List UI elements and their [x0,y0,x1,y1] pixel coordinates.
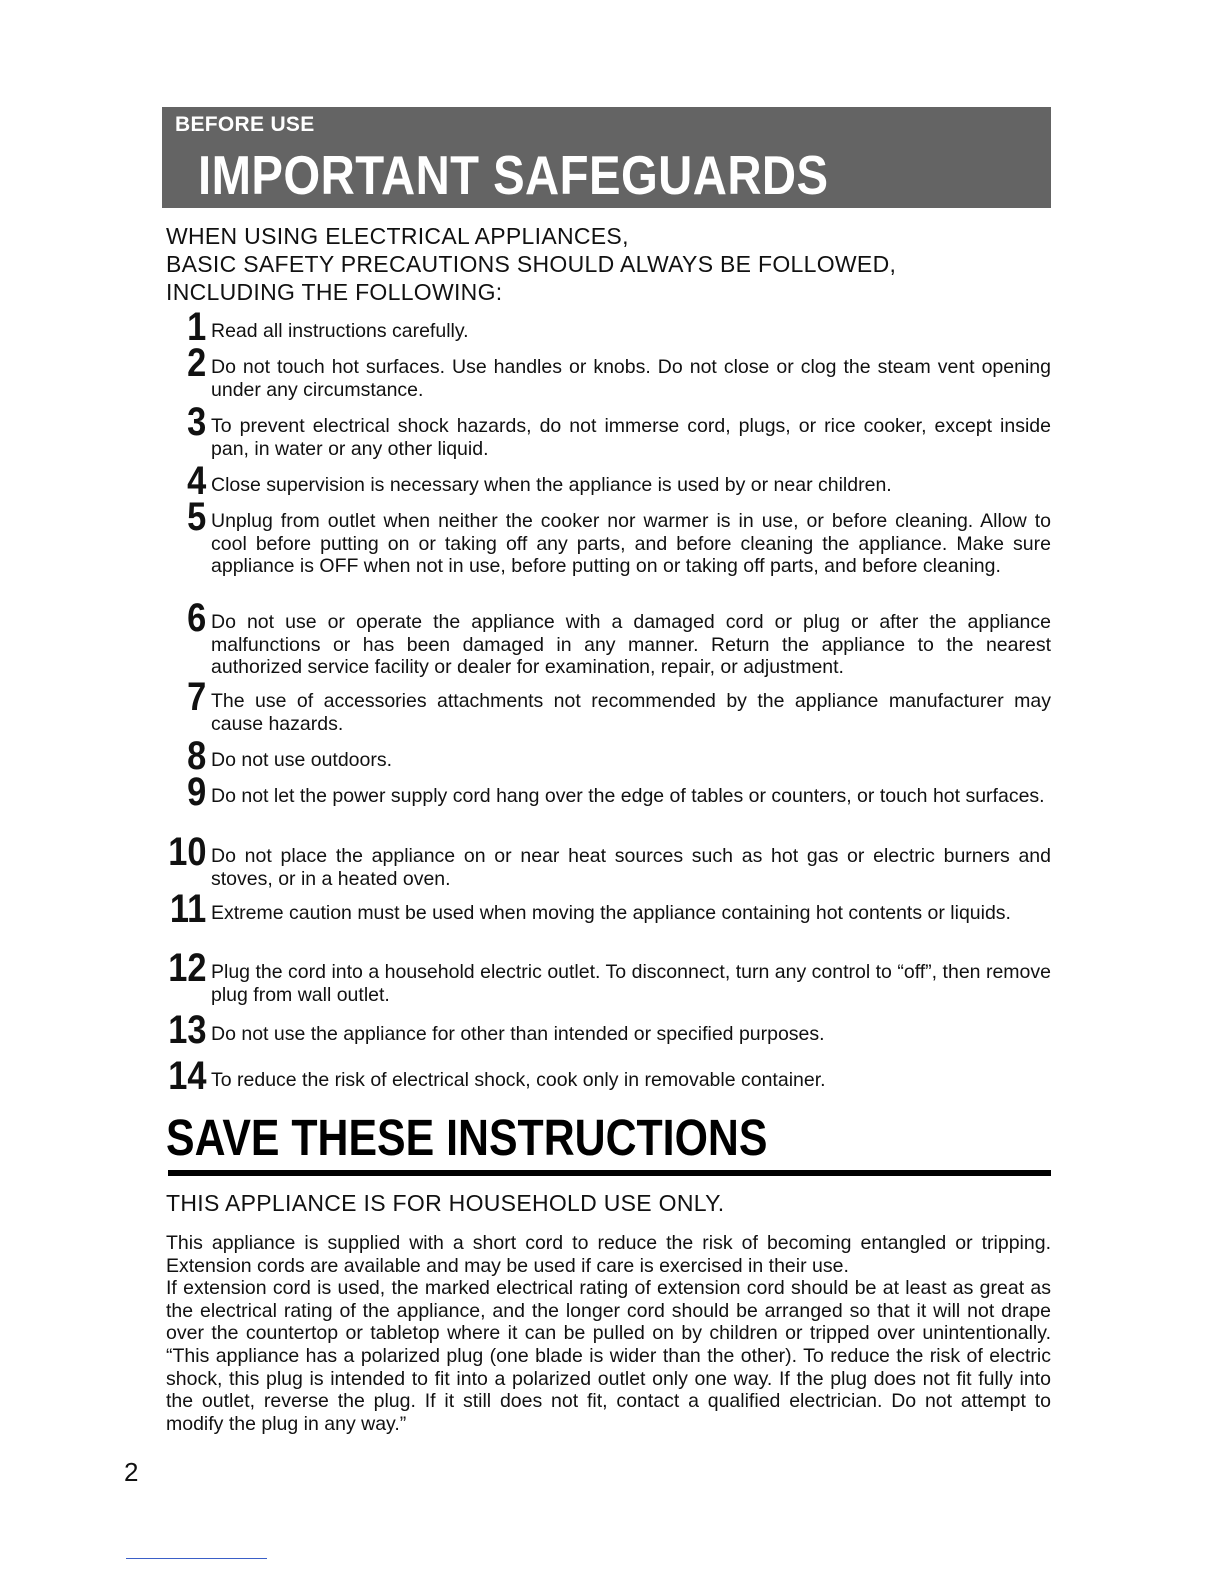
item-number: 1 [186,305,206,349]
item-number: 5 [186,495,206,539]
intro-line-2: BASIC SAFETY PRECAUTIONS SHOULD ALWAYS BE FOLLOWED, [166,251,897,277]
header-band [162,107,1051,208]
item-text: Do not use outdoors. [211,749,393,771]
item-number: 8 [186,734,206,778]
item-text: Do not use the appliance for other than intended or specified purposes. [211,1023,825,1045]
item-text: Close supervision is necessary when the appliance is used by or near children. [211,474,892,496]
item-text: Unplug from outlet when neither the cooker nor warmer is in use, or before cleaning. Allow to cool before putting on or taking off any parts, and before cleaning the appliance. Make sure appliance is OFF when not in use, before putting on or taking off parts, and before cleaning. [211,510,1051,577]
item-number: 11 [169,887,206,931]
page-title: IMPORTANT SAFEGUARDS [198,144,829,206]
item-number: 6 [186,596,206,640]
divider [168,1170,1051,1176]
item-number: 9 [186,770,206,814]
intro-line-1: WHEN USING ELECTRICAL APPLIANCES, [166,223,629,249]
item-text: Read all instructions carefully. [211,320,469,342]
intro-line-3: INCLUDING THE FOLLOWING: [166,279,503,305]
item-number: 3 [186,400,206,444]
page-number: 2 [124,1457,139,1487]
item-number: 12 [167,946,206,990]
item-text: The use of accessories attachments not recommended by the appliance manufacturer may cause hazards. [211,690,1051,735]
item-number: 7 [186,675,206,719]
cord-paragraph-text-2: If extension cord is used, the marked electrical rating of extension cord should be at least as great as the electrical rating of the appliance, and the longer cord should be arranged so that it will not drape over the countertop or tabletop where it can be pulled on by children or tripped over unintentionally. “This appliance has a polarized plug (one blade is wider than the other). To reduce the risk of electric shock, this plug is intended to fit into a polarized outlet only one way. If the plug does not fit fully into the outlet, reverse the plug. If it still does not fit, contact a qualified electrician. Do not attempt to modify the plug in any way.” [166,1277,1051,1435]
household-notice: THIS APPLIANCE IS FOR HOUSEHOLD USE ONLY. [166,1190,725,1216]
cord-paragraph [166,1232,1051,1435]
save-instructions-title: SAVE THESE INSTRUCTIONS [166,1109,768,1166]
item-text: Plug the cord into a household electric outlet. To disconnect, turn any control to “off”, then remove plug from wall outlet. [211,961,1051,1006]
intro-block [166,222,1051,306]
item-text: Do not let the power supply cord hang over the edge of tables or counters, or touch hot surfaces. [211,785,1045,807]
item-text: Do not place the appliance on or near heat sources such as hot gas or electric burners and stoves, or in a heated oven. [211,845,1051,890]
section-kicker: BEFORE USE [175,113,315,136]
item-text: Do not use or operate the appliance with a damaged cord or plug or after the appliance malfunctions or has been damaged in any manner. Return the appliance to the nearest authorized service facility or dealer for examination, repair, or adjustment. [211,611,1051,678]
item-text: To reduce the risk of electrical shock, cook only in removable container. [211,1069,826,1091]
footer-rule [126,1558,267,1559]
item-text: Do not touch hot surfaces. Use handles or knobs. Do not close or clog the steam vent opening under any circumstance. [211,356,1051,401]
item-text: To prevent electrical shock hazards, do not immerse cord, plugs, or rice cooker, except inside pan, in water or any other liquid. [211,415,1051,460]
item-text: Extreme caution must be used when moving the appliance containing hot contents or liquids. [211,902,1011,924]
item-number: 2 [186,341,206,385]
item-number: 14 [167,1054,206,1098]
cord-paragraph-text-1: This appliance is supplied with a short cord to reduce the risk of becoming entangled or tripping. Extension cords are available and may be used if care is exercised in their use. [166,1232,1051,1277]
item-number: 10 [167,830,206,874]
item-number: 4 [186,459,206,503]
item-number: 13 [167,1008,206,1052]
